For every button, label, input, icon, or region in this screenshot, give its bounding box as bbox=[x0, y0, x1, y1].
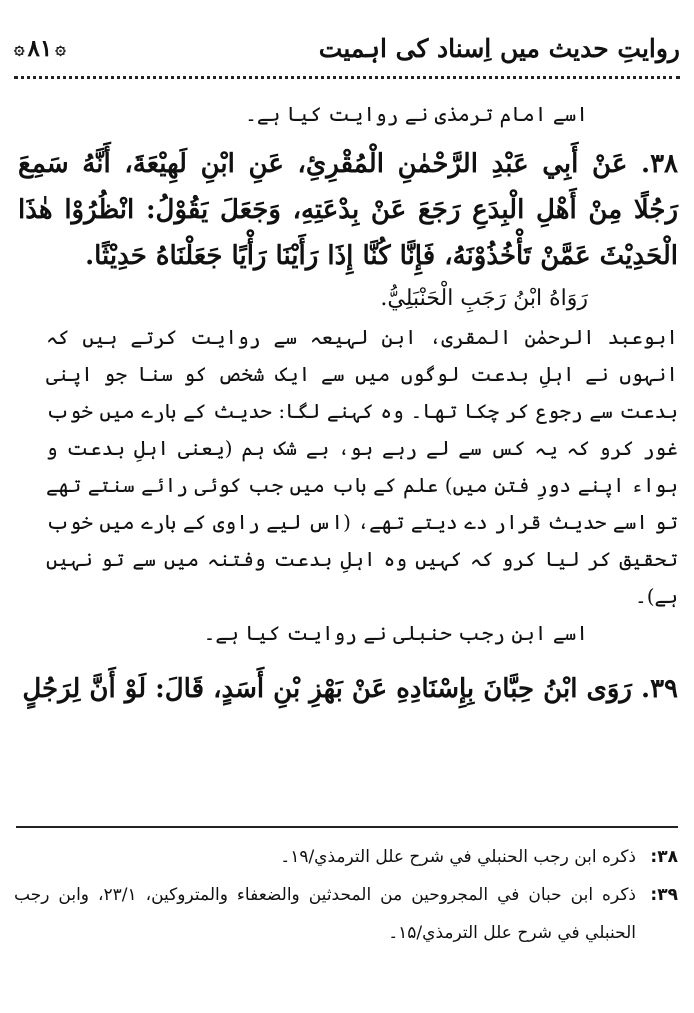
header-divider bbox=[14, 76, 680, 79]
footnote-text: ذكره ابن رجب الحنبلي في شرح علل الترمذي/۱۹۔ bbox=[280, 847, 636, 867]
page-number: ۸۱ bbox=[27, 34, 53, 62]
arabic-hadith-39: ۳۹. رَوَى ابْنُ حِبَّانَ بِإِسْنَادِهِ عَنْ بَهْزِ بْنِ أَسَدٍ، قَالَ: لَوْ أَنَّ لِرَجُلٍ bbox=[22, 674, 678, 704]
main-text bbox=[18, 96, 678, 712]
ornament-right-icon: ۞ bbox=[55, 37, 66, 59]
page-header bbox=[14, 28, 680, 68]
urdu-translation-38: ابوعبد الرحمٰن المقری، ابن لہیعہ سے روایت کرتے ہیں کہ انہوں نے اہلِ بدعت لوگوں میں سے ایک شخص کو سنا جو اپنی بدعت سے رجوع کر چکا تھا۔ وہ کہنے لگا: حدیث کے بارے میں خوب غور کرو کہ یہ کس سے لے رہے ہو، بے شک ہم (یعنی اہلِ بدعت و ہواء اپنے دورِ فتن میں) علم کے باب میں جب کوئی رائے سنتے تھے تو اسے حدیث قرار دے دیتے تھے، (اس لیے راوی کے بارے میں خوب تحقیق کر لیا کرو کہ کہیں وہ اہلِ بدعت وفتنہ میں سے تو نہیں ہے)۔ bbox=[46, 325, 678, 608]
footnotes bbox=[14, 838, 678, 952]
footnote-number: ۳۸: bbox=[650, 847, 678, 867]
footnote-divider bbox=[16, 826, 678, 828]
footnote-text: ذكره ابن حبان في المجروحين من المحدثين والضعفاء والمتروكين، ۲۳/۱، وابن رجب الحنبلي في شرح علل الترمذي/۱۵۔ bbox=[14, 885, 636, 943]
page-number-box bbox=[14, 35, 66, 62]
footnote-item bbox=[14, 838, 678, 876]
urdu-attribution-37: اسے امام ترمذی نے روایت کیا ہے۔ bbox=[245, 102, 588, 126]
footnote-item bbox=[14, 876, 678, 952]
arabic-hadith-38: ۳۸. عَنْ أَبِي عَبْدِ الرَّحْمٰنِ الْمُقْرِئِ، عَنِ ابْنِ لَهِيْعَةَ، أَنَّهُ سَمِعَ رَجُلًا مِنْ أَهْلِ الْبِدَعِ رَجَعَ عَنْ بِدْعَتِهِ، وَجَعَلَ يَقُوْلُ: انْظُرُوْا هٰذَا الْحَدِيْثَ عَمَّنْ تَأْخُذُوْنَهُ، فَإِنَّا كُنَّا إِذَا رَأَيْنَا رَأْيًا جَعَلْنَاهُ حَدِيْثًا. bbox=[18, 149, 678, 271]
arabic-attribution-38: رَوَاهُ ابْنُ رَجَبِ الْحَنْبَلِيُّ. bbox=[380, 286, 588, 311]
running-title: روایتِ حدیث میں اِسناد کی اہمیت bbox=[318, 33, 680, 63]
ornament-left-icon: ۞ bbox=[14, 37, 25, 59]
footnote-number: ۳۹: bbox=[650, 885, 678, 905]
urdu-attribution-38: اسے ابن رجب حنبلی نے روایت کیا ہے۔ bbox=[203, 621, 588, 645]
